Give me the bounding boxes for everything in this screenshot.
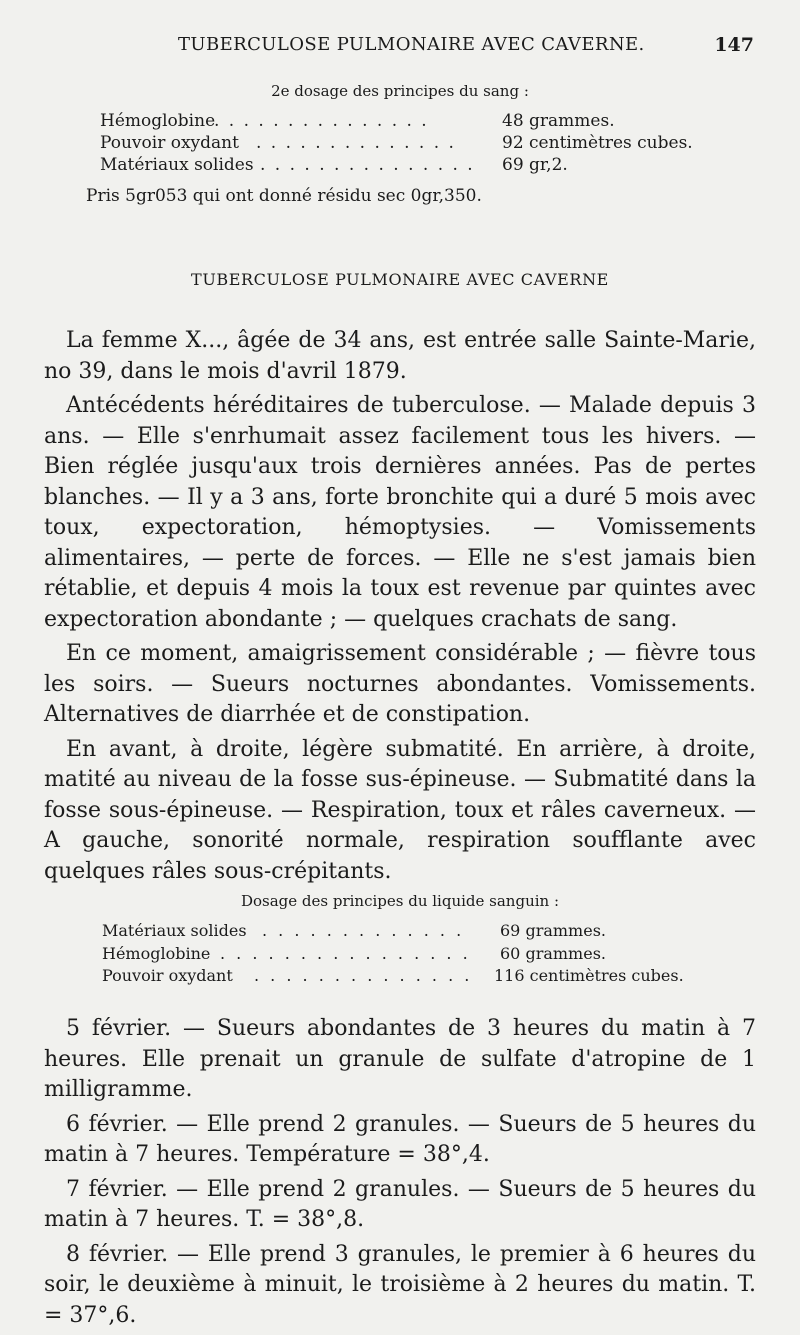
table-row [100, 132, 700, 154]
row-label: Pouvoir oxydant [100, 133, 239, 153]
paragraph: 6 février. — Elle prend 2 granules. — Sueurs de 5 heures du matin à 7 heures. Température = 38°,4. [44, 1111, 756, 1167]
row-dots: . . . . . . . . . . . . . . . [214, 111, 429, 131]
row-value: 92 centimètres cubes. [502, 133, 693, 153]
section-title: TUBERCULOSE PULMONAIRE AVEC CAVERNE [191, 270, 609, 289]
sample-note: Pris 5gr053 qui ont donné résidu sec 0gr,350. [86, 186, 482, 206]
row-value: 116 centimètres cubes. [494, 966, 684, 985]
row-value: 69 grammes. [500, 921, 606, 940]
row-dots: . . . . . . . . . . . . . [262, 921, 465, 940]
paragraph: 8 février. — Elle prend 3 granules, le premier à 6 heures du soir, le deuxième à minuit, le troisième à 2 heures du matin. T. = 37°,6. [44, 1241, 756, 1328]
table-row [100, 110, 700, 132]
page-header [44, 34, 760, 64]
table-row [102, 943, 722, 966]
row-dots: . . . . . . . . . . . . . . . . [220, 943, 471, 963]
liquid-dosage-caption: Dosage des principes du liquide sanguin : [240, 892, 560, 910]
running-title: TUBERCULOSE PULMONAIRE AVEC CAVERNE. [178, 34, 645, 55]
row-dots: . . . . . . . . . . . . . . . [260, 155, 475, 175]
row-label: Pouvoir oxydant [102, 966, 233, 985]
paragraph: Antécédents héréditaires de tuberculose. — Malade depuis 3 ans. — Elle s'enrhumait assez facilement tous les hivers. — Bien réglée jusqu'aux trois dernières années. Pas de pertes blanches. — Il y a 3 ans, forte bronchite qui a duré 5 mois avec toux, expectoration, hémoptysies. — Vomissements alimentaires, — perte de forces. — Elle ne s'est jamais bien rétablie, et depuis 4 mois la toux est revenue par quintes avec expectoration abondante ; — quelques crachats de sang. [44, 393, 756, 632]
paragraph: En ce moment, amaigrissement considérable ; — fièvre tous les soirs. — Sueurs nocturnes abondantes. Vomissements. Alternatives de diarrhée et de constipation. [44, 641, 756, 727]
paragraph: La femme X..., âgée de 34 ans, est entrée salle Sainte-Marie, no 39, dans le mois d'avril 1879. [44, 328, 756, 384]
blood-test-caption: 2e dosage des principes du sang : [271, 82, 529, 100]
table-row [102, 920, 722, 943]
table-row [102, 965, 722, 988]
liquid-dosage-table [102, 920, 722, 988]
paragraph: En avant, à droite, légère submatité. En arrière, à droite, matité au niveau de la fosse sus-épineuse. — Submatité dans la fosse sous-épineuse. — Respiration, toux et râles caverneux. — A gauche, sonorité normale, respiration soufflante avec quelques râles sous-crépitants. [44, 736, 756, 884]
daily-notes [44, 1014, 756, 1335]
blood-test-table [100, 110, 700, 176]
row-value: 60 grammes. [500, 943, 606, 963]
table-row [100, 154, 700, 176]
row-value: 69 gr,2. [502, 155, 568, 175]
paragraph: 5 février. — Sueurs abondantes de 3 heures du matin à 7 heures. Elle prenait un granule de sulfate d'atropine de 1 milligramme. [44, 1016, 756, 1102]
row-dots: . . . . . . . . . . . . . . [254, 966, 473, 985]
paragraph: 7 février. — Elle prend 2 granules. — Sueurs de 5 heures du matin à 7 heures. T. = 38°,8. [44, 1176, 756, 1232]
row-label: Hémoglobine [100, 111, 216, 131]
page-number: 147 [714, 34, 754, 56]
case-description [44, 326, 756, 891]
row-label: Matériaux solides [100, 155, 254, 175]
row-dots: . . . . . . . . . . . . . . [256, 133, 456, 153]
row-label: Matériaux solides [102, 921, 247, 940]
row-value: 48 grammes. [502, 111, 615, 131]
row-label: Hémoglobine [102, 943, 211, 963]
